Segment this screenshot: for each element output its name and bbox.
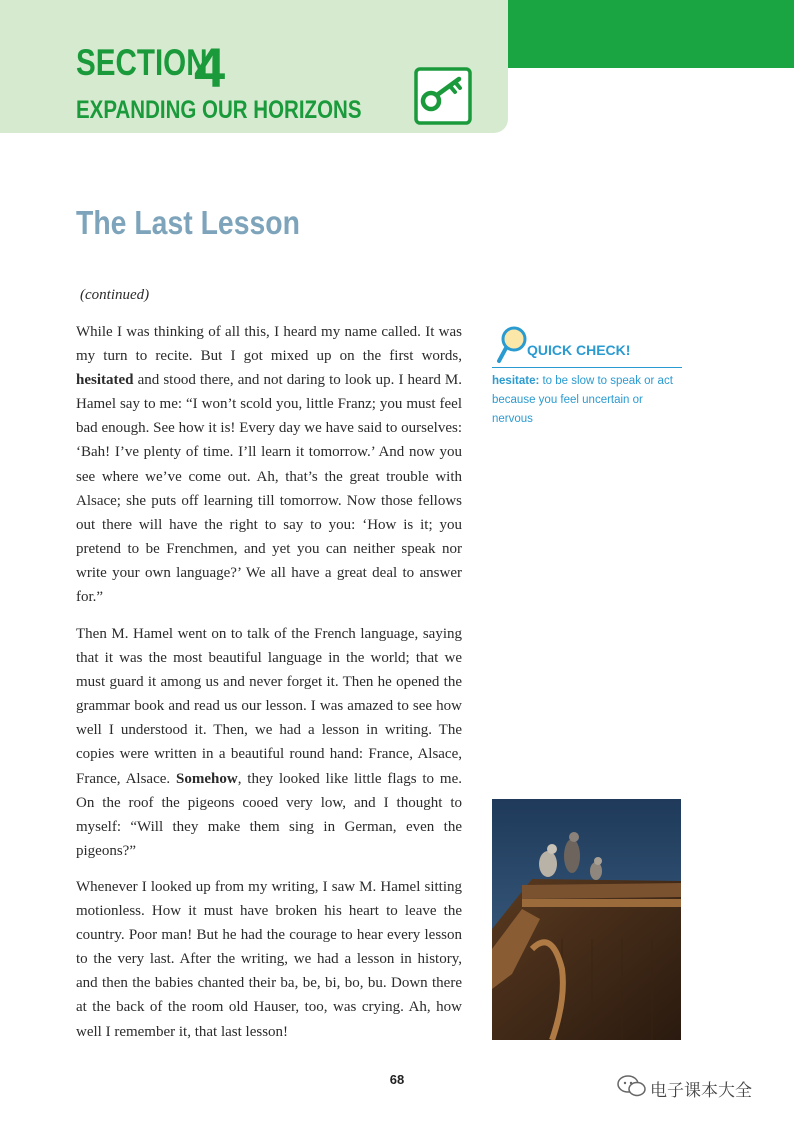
article-title: The Last Lesson [76,204,300,241]
paragraph-2: Then M. Hamel went on to talk of the French language, saying that it was the most beautiful language in the world; that we must guard it among us and never forget it. Then he opened the grammar book and read us our lesson. I was amazed to see how well I understood it. Then, we had a lesson in writing. The copies were written in a beautiful round hand: France, Alsace, France, Alsace. Somehow, they looked like little flags to me. On the roof the pigeons cooed very low, and I thought to myself: “Will they make them sing in German, even the pigeons?” [76,626,462,859]
header-accent-bar [508,0,794,68]
section-heading [76,36,240,99]
pigeons-on-wooden-roof-image [492,799,681,1040]
paragraph-3: Whenever I looked up from my writing, I saw M. Hamel sitting motionless. How it must have broken his heart to leave the country. Poor man! But he had the courage to hear every lesson to the very last. After the writing, we had a lesson in history, and then the babies chanted their ba, be, bi, bo, bu. Down there at the back of the room old Hauser, too, was crying. Ah, how well I remember it, that last lesson! [76,879,462,1040]
section-number: 4 [194,36,226,99]
watermark-text: 电子课本大全 [650,1081,752,1101]
section-title: EXPANDING OUR HORIZONS [76,96,362,124]
continued-label: (continued) [80,287,150,303]
paragraph-1: While I was thinking of all this, I heard my name called. It was my turn to recite. But I got mixed up on the first words, hesitated and stood there, and not daring to look up. I heard M. Hamel say to me: “I won’t scold you, little Franz; you must feel bad enough. See how it is! Every day we have said to ourselves: ‘Bah! I’ve plenty of time. I’ll learn it tomorrow.’ And now you see where we’ve come out. Ah, that’s the great trouble with Alsace; she puts off learning till tomorrow. Now those fellows out there will have the right to say to you: ‘How is it; you pretend to be Frenchmen, and yet you can neither speak nor write your own language?’ We all have a great deal to answer for.” [76,324,462,606]
vocab-somehow: Somehow [176,770,238,787]
page-number: 68 [389,1072,405,1087]
quick-check-term: hesitate: [492,375,540,387]
quick-check-title: QUICK CHECK! [527,342,631,358]
quick-check-definition: hesitate: to be slow to speak or act because you feel uncertain or nervous [492,375,673,425]
key-icon [414,67,472,125]
wechat-icon [617,1074,647,1098]
magnifier-icon [496,325,528,365]
quick-check-divider [492,367,682,368]
section-word: SECTION [76,42,208,83]
vocab-hesitated: hesitated [76,372,134,389]
